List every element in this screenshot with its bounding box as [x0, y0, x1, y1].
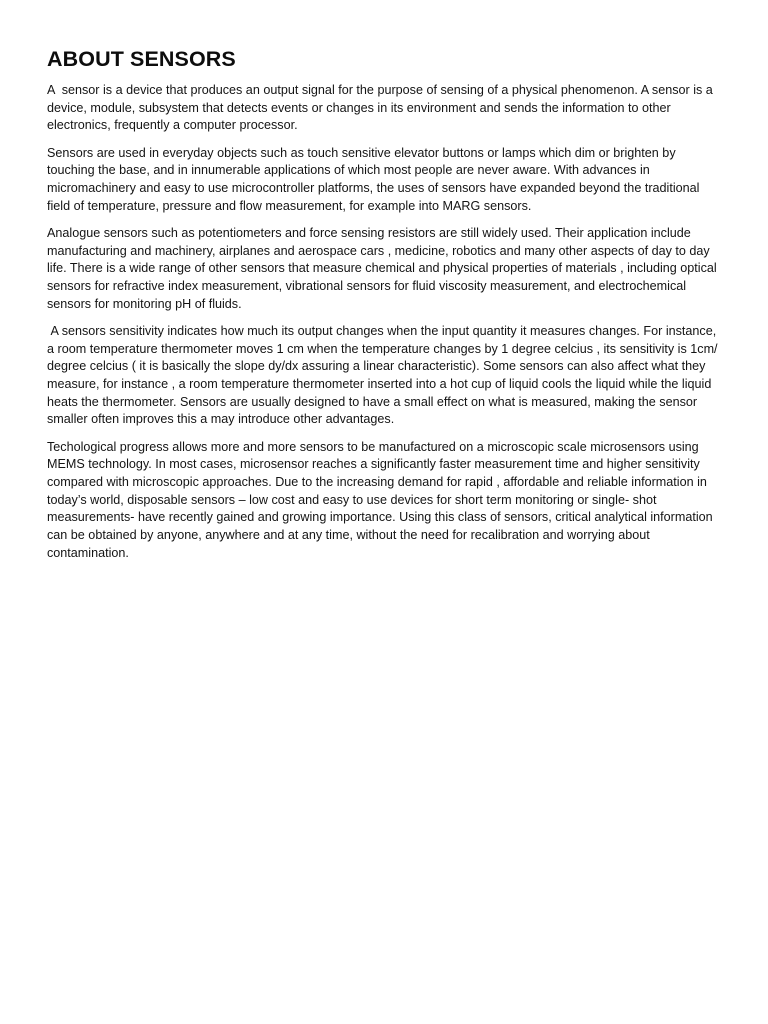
document-page: [47, 44, 723, 572]
paragraph-microsensors: Techological progress allows more and more sensors to be manufactured on a microscopic scale microsensors using MEMS technology. In most cases, microsensor reaches a significantly faster measurement time and higher sensitivity compared with microscopic approaches. Due to the increasing demand for rapid , affordable and reliable information in today’s world, disposable sensors – low cost and easy to use devices for short term monitoring or single- shot measurements- have recently gained and growing importance. Using this class of sensors, critical analytical information can be obtained by anyone, anywhere and at any time, without the need for recalibration and worrying about contamination.: [47, 439, 717, 560]
paragraph-analogue-sensors: Analogue sensors such as potentiometers and force sensing resistors are still widely used. Their application include manufacturing and machinery, airplanes and aerospace cars , medicine, robotics and many other aspects of day to day life. There is a wide range of other sensors that measure chemical and physical properties of materials , including optical sensors for refractive index measurement, vibrational sensors for fluid viscosity measurement, and electrochemical sensors for monitoring pH of fluids.: [47, 225, 721, 311]
paragraph-sensitivity: A sensors sensitivity indicates how much its output changes when the input quantity it measures changes. For instance, a room temperature thermometer moves 1 cm when the temperature changes by 1 degree celcius , its sensitivity is 1cm/ degree celcius ( it is basically the slope dy/dx assuring a linear characteristic). Some sensors can also affect what they measure, for instance , a room temperature thermometer inserted into a hot cup of liquid cools the liquid while the liquid heats the thermometer. Sensors are usually designed to have a small effect on what is measured, making the sensor smaller often improves this a may introduce other advantages.: [47, 323, 722, 427]
paragraph-everyday-uses: Sensors are used in everyday objects such as touch sensitive elevator buttons or lamps which dim or brighten by touching the base, and in innumerable applications of which most people are never aware. With advances in micromachinery and easy to use microcontroller platforms, the uses of sensors have expanded beyond the traditional field of temperature, pressure and flow measurement, for example into MARG sensors.: [47, 145, 703, 213]
paragraph-intro: A sensor is a device that produces an output signal for the purpose of sensing of a physical phenomenon. A sensor is a device, module, subsystem that detects events or changes in its environment and sends the information to other electronics, frequently a computer processor.: [47, 83, 717, 133]
document-title: ABOUT SENSORS: [47, 47, 236, 71]
